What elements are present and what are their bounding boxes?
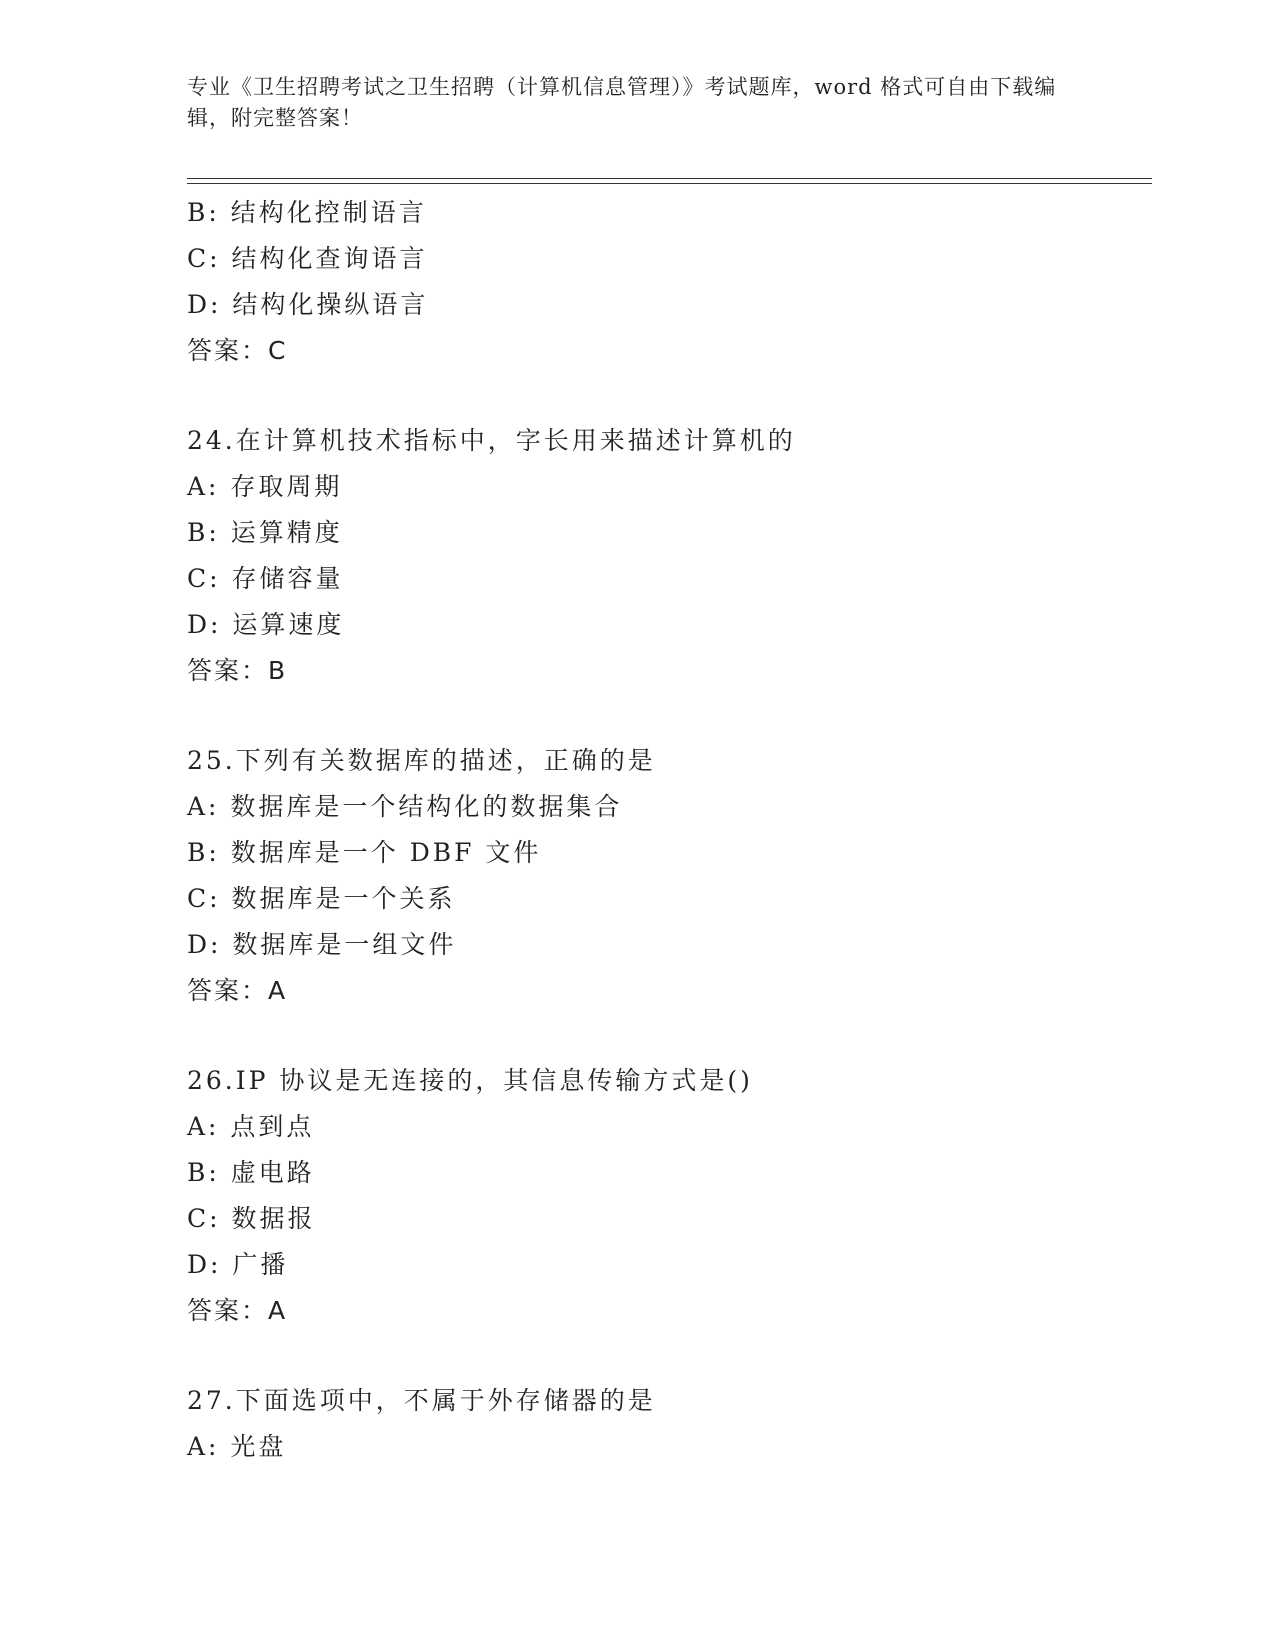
question-text: 25.下列有关数据库的描述，正确的是 [187,746,656,775]
option-a: A: 数据库是一个结构化的数据集合 [187,792,623,821]
header-rule-top [187,178,1152,179]
option-c: C: 存储容量 [187,564,344,593]
answer: 答案：B [187,656,288,685]
question-25 [187,738,1147,1014]
option-a: A: 光盘 [187,1432,287,1461]
question-text: 27.下面选项中，不属于外存储器的是 [187,1386,656,1415]
question-list [187,190,1147,1470]
option-b: B: 数据库是一个 DBF 文件 [187,838,542,867]
question-26 [187,1058,1147,1334]
document-header: 专业《卫生招聘考试之卫生招聘（计算机信息管理）》考试题库，word 格式可自由下载编辑，附完整答案！ [187,75,1057,130]
option-c: C: 数据报 [187,1204,316,1233]
option-c: C: 数据库是一个关系 [187,884,456,913]
option-d: D: 结构化操纵语言 [187,290,429,319]
option-b: B: 运算精度 [187,518,343,547]
question-27 [187,1378,1147,1470]
option-d: D: 广播 [187,1250,289,1279]
header-rule-bottom [187,183,1152,184]
question-23-continued [187,190,1147,374]
option-b: B: 虚电路 [187,1158,315,1187]
question-text: 24.在计算机技术指标中，字长用来描述计算机的 [187,426,796,455]
option-b: B: 结构化控制语言 [187,198,427,227]
option-d: D: 运算速度 [187,610,345,639]
answer: 答案：A [187,1296,288,1325]
question-text: 26.IP 协议是无连接的，其信息传输方式是() [187,1066,753,1095]
answer: 答案：C [187,336,288,365]
answer: 答案：A [187,976,288,1005]
question-24 [187,418,1147,694]
option-d: D: 数据库是一组文件 [187,930,457,959]
option-a: A: 存取周期 [187,472,343,501]
option-a: A: 点到点 [187,1112,315,1141]
option-c: C: 结构化查询语言 [187,244,428,273]
